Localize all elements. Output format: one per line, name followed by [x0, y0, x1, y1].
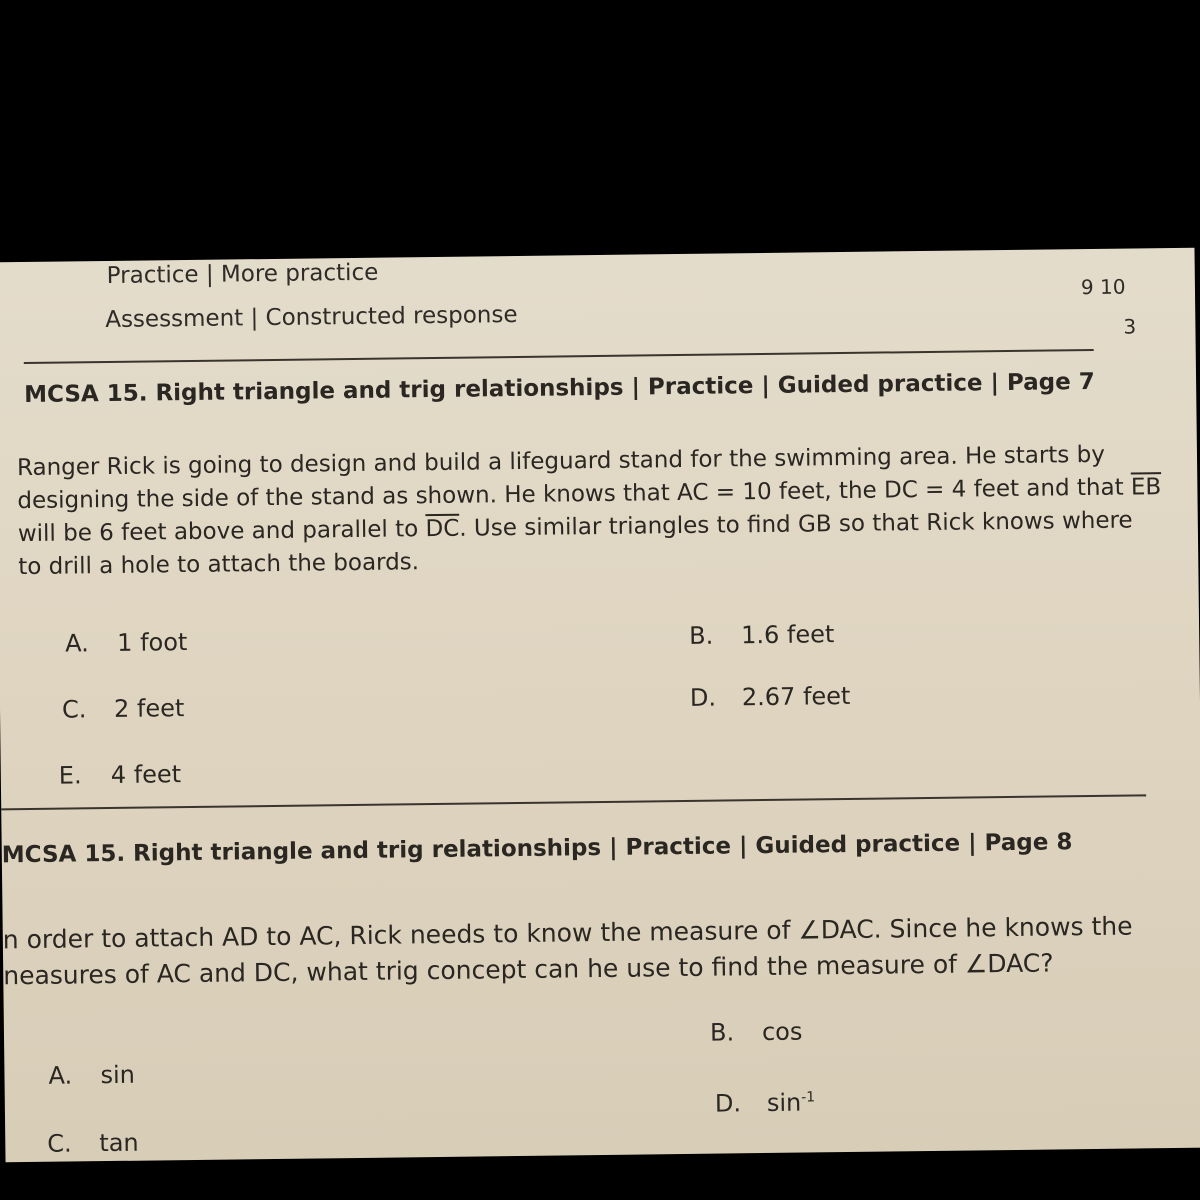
- section-header-page7: MCSA 15. Right triangle and trig relationships | Practice | Guided practice | Page 7: [24, 368, 1095, 409]
- nav-more-practice-link[interactable]: More practice: [220, 259, 379, 288]
- worksheet-page: [0, 248, 1200, 1163]
- q1-option-c[interactable]: C. 2 feet: [61, 694, 185, 724]
- divider-top: [24, 349, 1094, 364]
- q1-option-e[interactable]: E. 4 feet: [58, 760, 182, 790]
- q1-option-d[interactable]: D. 2.67 feet: [689, 681, 851, 712]
- nav-practice-link[interactable]: Practice: [106, 261, 199, 289]
- page-numbers-practice: 9 10: [1080, 274, 1126, 300]
- q1-option-b[interactable]: B. 1.6 feet: [688, 620, 835, 650]
- q2-option-d[interactable]: D. $\sin^{-1}$: [714, 1088, 816, 1118]
- nav-constructed-response-link[interactable]: Constructed response: [265, 301, 518, 332]
- nav-row-practice: Practice | More practice: [106, 259, 379, 289]
- section-header-page8: MCSA 15. Right triangle and trig relationships | Practice | Guided practice | Page 8: [1, 829, 1073, 869]
- q2-option-a[interactable]: A. sin: [48, 1060, 136, 1090]
- question2-text: n order to attach AD to AC, Rick needs to know the measure of ∠DAC. Since he knows the neasures of AC and DC, what trig concept can he use to find the measure of ∠DAC?: [2, 911, 1133, 991]
- q2-option-b[interactable]: B. cos: [709, 1017, 803, 1047]
- page-numbers-assessment: 3: [1123, 314, 1137, 339]
- nav-row-assessment: Assessment | Constructed response: [105, 301, 518, 334]
- q2-option-c[interactable]: C. tan: [47, 1128, 139, 1158]
- nav-assessment-link[interactable]: Assessment: [105, 305, 244, 334]
- q1-option-a[interactable]: A. 1 foot: [65, 628, 188, 658]
- divider-middle: [1, 794, 1146, 810]
- question1-text: Ranger Rick is going to design and build a lifeguard stand for the swimming area. He starts by designing the side of the stand as shown. He knows that AC = 10 feet, the DC = 4 feet and that $\overline{EB}$ will be 6 feet above and parallel to $\overline{DC}$. Use similar triangles to find GB so that Rick knows where to drill a hole to attach the boards.: [16, 441, 1162, 581]
